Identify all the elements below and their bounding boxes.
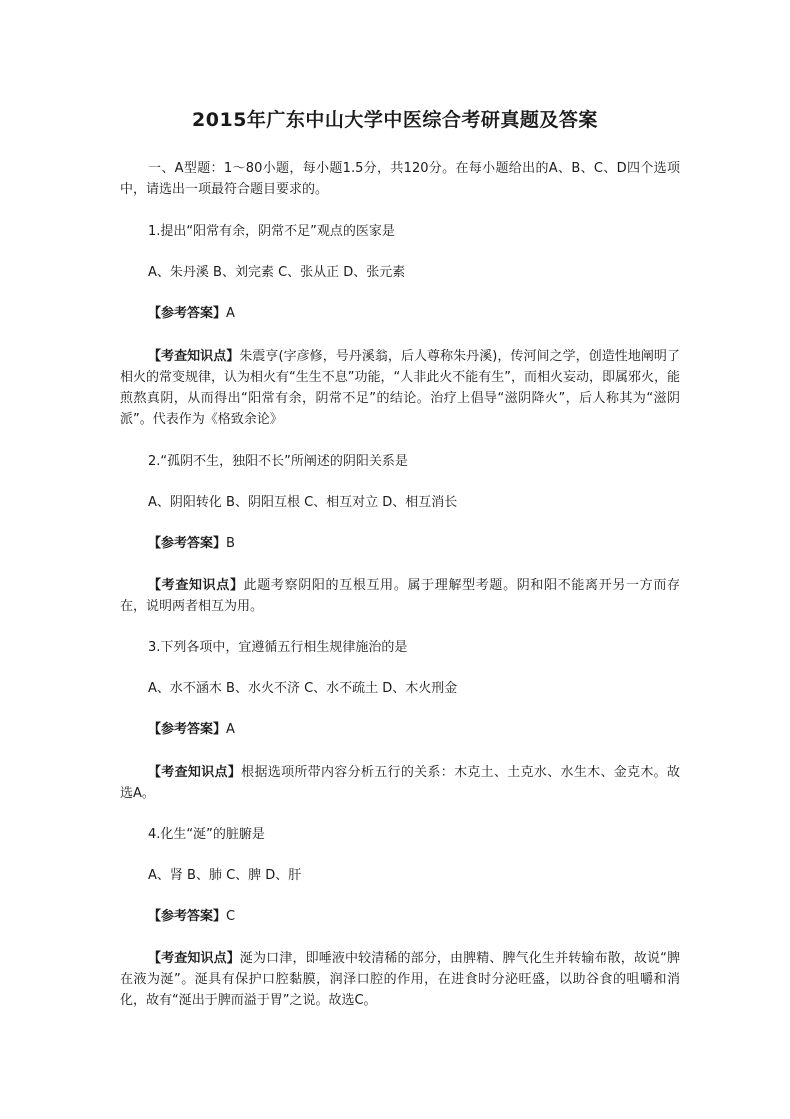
question-4-answer [120, 906, 680, 927]
document-title: 2015年广东中山大学中医综合考研真题及答案 [192, 109, 598, 131]
knowledge-label: 【考查知识点】 [148, 765, 242, 780]
question-2-answer [120, 533, 680, 554]
question-2-stem: 2.“孤阴不生，独阳不长”所阐述的阴阳关系是 [148, 454, 408, 469]
question-3-stem: 3.下列各项中，宜遵循五行相生规律施治的是 [148, 640, 408, 655]
question-1-stem: 1.提出“阳常有余，阴常不足”观点的医家是 [148, 224, 395, 239]
question-1-answer [120, 303, 680, 324]
answer-label: 【参考答案】 [148, 909, 227, 924]
question-4-stem: 4.化生“涎”的脏腑是 [148, 827, 265, 842]
question-2-options: A、阴阳转化 B、阴阳互根 C、相互对立 D、相互消长 [148, 495, 458, 510]
answer-label: 【参考答案】 [148, 722, 227, 737]
answer-value: A [226, 722, 235, 737]
answer-label: 【参考答案】 [148, 306, 227, 321]
question-3-answer [120, 719, 680, 740]
question-1-options: A、朱丹溪 B、刘完素 C、张从正 D、张元素 [148, 265, 406, 280]
analysis-text: 根据选项所带内容分析五行的关系：木克土、土克水、水生木、金克木。故选A。 [120, 765, 680, 801]
knowledge-label: 【考查知识点】 [148, 951, 240, 966]
analysis-text: 涎为口津，即唾液中较清稀的部分，由脾精、脾气化生并转输布散，故说“脾在液为涎”。涎具有保护口腔黏膜，润泽口腔的作用，在进食时分泌旺盛，以助谷食的咀嚼和消化，故有“涎出于脾而溢于胃”之说。故选C。 [120, 951, 680, 1008]
question-4-options: A、肾 B、肺 C、脾 D、肝 [148, 868, 302, 883]
section-intro: 一、A型题：1～80小题，每小题1.5分，共120分。在每小题给出的A、B、C、D四个选项中，请选出一项最符合题目要求的。 [120, 161, 680, 197]
knowledge-label: 【考查知识点】 [148, 578, 244, 593]
analysis-text: 此题考察阴阳的互根互用。属于理解型考题。阴和阳不能离开另一方而存在，说明两者相互为用。 [120, 578, 680, 614]
question-1-analysis [120, 346, 680, 430]
answer-value: C [226, 909, 236, 924]
question-2-analysis [120, 575, 680, 617]
question-4-analysis [120, 948, 680, 1011]
answer-value: A [226, 306, 235, 321]
answer-value: B [226, 536, 235, 551]
question-3-analysis [120, 762, 680, 804]
question-3-options: A、水不涵木 B、水火不济 C、水不疏土 D、木火刑金 [148, 681, 458, 696]
analysis-text: 朱震亨(字彦修，号丹溪翁，后人尊称朱丹溪)，传河间之学，创造性地阐明了相火的常变规律，认为相火有“生生不息”功能，“人非此火不能有生”，而相火妄动，即属邪火，能煎熬真阴，从而得出“阳常有余，阴常不足”的结论。治疗上倡导“滋阴降火”，后人称其为“滋阴派”。代表作为《格致余论》 [120, 349, 680, 427]
knowledge-label: 【考查知识点】 [148, 349, 240, 364]
answer-label: 【参考答案】 [148, 536, 227, 551]
